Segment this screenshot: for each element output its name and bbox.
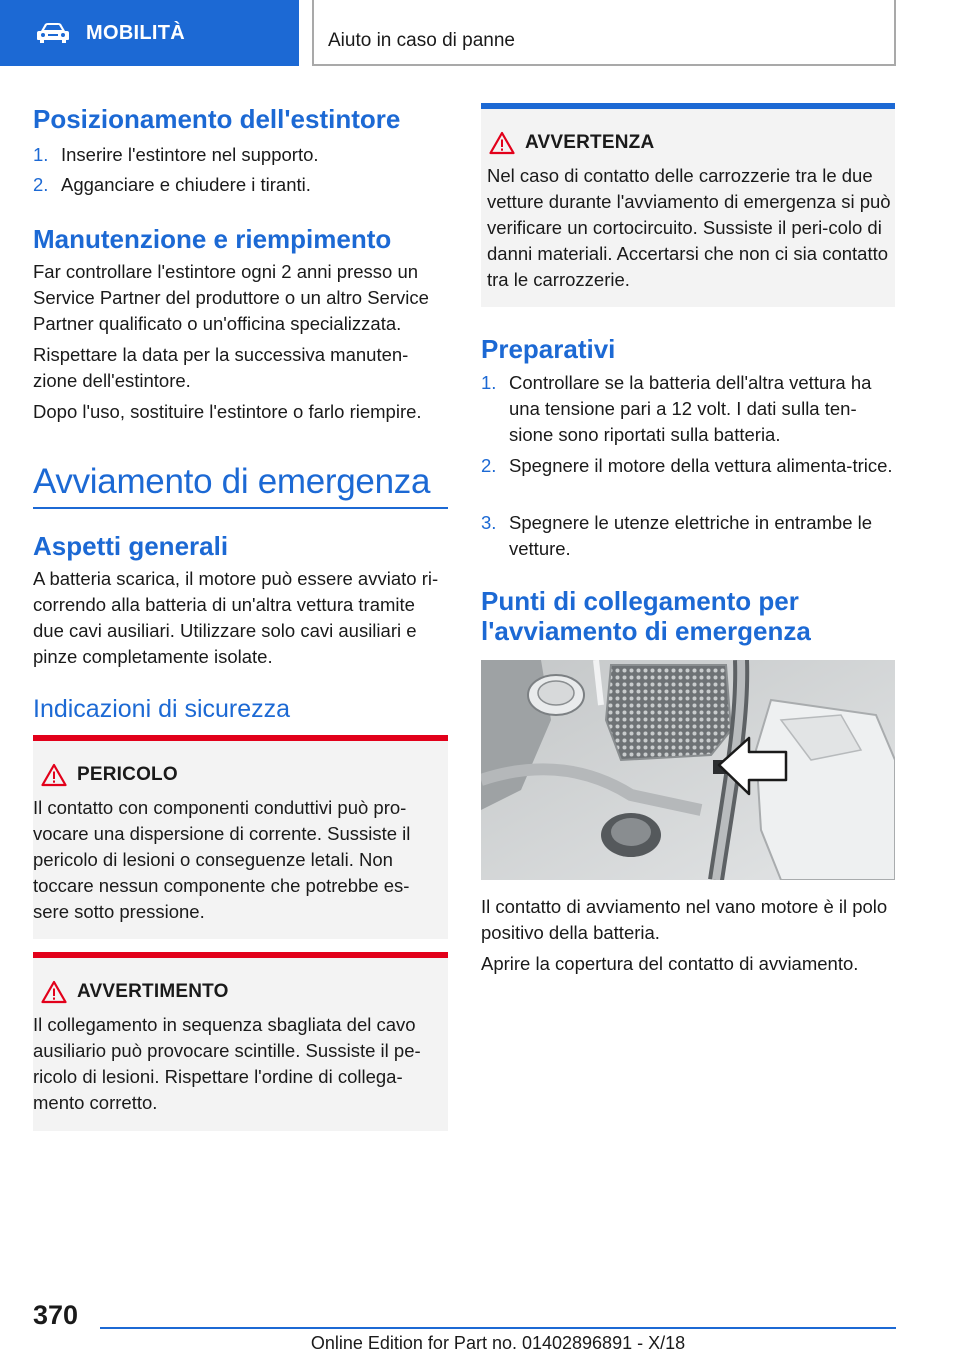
caution-box — [481, 103, 895, 307]
heading-connection-points: Punti di collegamento per l'avviamento di emergenza — [481, 586, 811, 646]
warning-triangle-icon — [489, 131, 515, 155]
heading-safety: Indicazioni di sicurezza — [33, 695, 291, 723]
paragraph: Far controllare l'estintore ogni 2 anni presso un Service Partner del produttore o un altro Service Partner qualificato o un'officina specializzata. — [33, 261, 429, 334]
list-item: 3. Spegnere le utenze elettriche in entrambe le vetture. — [481, 512, 873, 559]
danger-text: Il contatto con componenti conduttivi può pro-vocare una dispersione di corrente. Sussiste il pericolo di lesioni o conseguenze letali. Non toccare nessun componente che potrebbe es-sere sotto pressione. — [33, 797, 411, 922]
caution-text: Nel caso di contatto delle carrozzerie tra le due vetture durante l'avviamento di emergenza si può verificare un cortocircuito. Sussiste il peri-colo di danni materiali. Accertarsi che non ci sia contatto tra le carrozzerie. — [487, 165, 891, 290]
warning-triangle-icon — [41, 980, 67, 1004]
warning-text: Il collegamento in sequenza sbagliata del cavo ausiliario può provocare scintille. Sussiste il pe-ricolo di lesioni. Rispettare l'ordine di collega-mento corretto. — [33, 1014, 421, 1113]
chapter-title: Aiuto in caso di panne — [328, 30, 515, 51]
heading-jump-start: Avviamento di emergenza — [33, 462, 431, 501]
warning-box — [33, 952, 448, 1131]
heading-general: Aspetti generali — [33, 531, 229, 561]
caution-label: AVVERTENZA — [525, 132, 655, 153]
heading-maintenance: Manutenzione e riempimento — [33, 224, 392, 254]
warning-triangle-icon — [41, 763, 67, 787]
section-tab[interactable] — [0, 0, 299, 66]
page-number: 370 — [33, 1300, 79, 1330]
engine-bay-illustration — [481, 660, 895, 880]
paragraph: Aprire la copertura del contatto di avviamento. — [481, 953, 859, 974]
heading-underline — [33, 507, 448, 509]
paragraph: A batteria scarica, il motore può essere avviato ri-correndo alla batteria di un'altra vettura tramite due cavi ausiliari. Utilizzare solo cavi ausiliari e pinze completamente isolate. — [33, 568, 439, 667]
danger-label: PERICOLO — [77, 764, 178, 785]
header-divider — [312, 64, 896, 66]
engine-bay-image — [481, 660, 895, 880]
section-label: MOBILITÀ — [86, 21, 186, 44]
paragraph: Dopo l'uso, sostituire l'estintore o farlo riempire. — [33, 401, 422, 422]
danger-box — [33, 735, 448, 939]
paragraph: Il contatto di avviamento nel vano motore è il polo positivo della batteria. — [481, 896, 888, 943]
chapter-title-box — [312, 0, 896, 66]
footer-divider — [100, 1327, 896, 1329]
list-item: 2. Spegnere il motore della vettura alimenta-trice. — [481, 455, 893, 476]
caution-bar — [481, 103, 895, 109]
footer-edition: Online Edition for Part no. 01402896891 - X/18 — [310, 1333, 686, 1353]
page-header — [0, 0, 960, 66]
paragraph: Rispettare la data per la successiva manuten-zione dell'estintore. — [33, 344, 409, 391]
list-item: 2. Agganciare e chiudere i tiranti. — [33, 174, 311, 195]
list-item: 1. Controllare se la batteria dell'altra vettura ha una tensione pari a 12 volt. I dati sulla ten-sione sono riportati sulla batteria. — [481, 372, 872, 445]
heading-positioning: Posizionamento dell'estintore — [33, 104, 401, 134]
warning-label: AVVERTIMENTO — [77, 981, 229, 1002]
car-icon — [36, 22, 70, 44]
danger-bar — [33, 735, 448, 741]
list-item: 1. Inserire l'estintore nel supporto. — [33, 144, 319, 165]
heading-preparation: Preparativi — [481, 334, 616, 364]
warning-bar — [33, 952, 448, 958]
